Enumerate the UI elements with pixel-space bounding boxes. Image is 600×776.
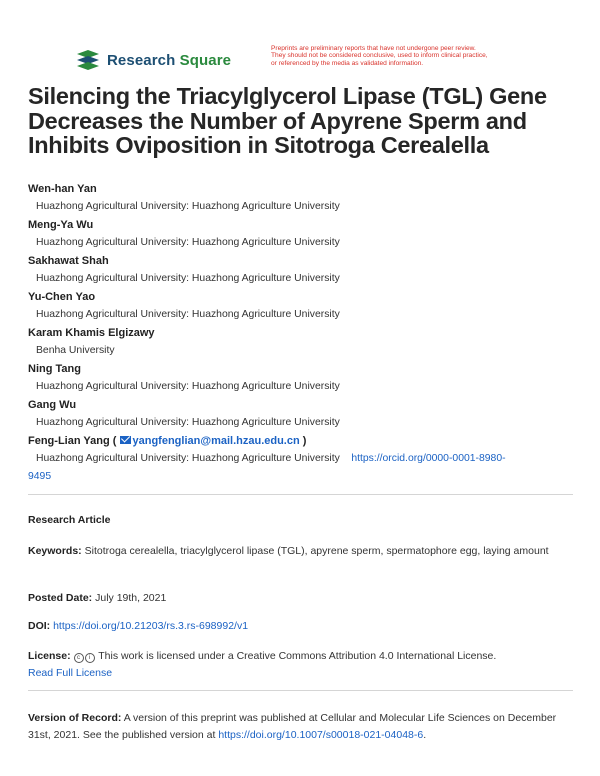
version-text: A version of this preprint was published at Cellular and Molecular Life Sciences on December 31st, 2021. See the published version at: [28, 712, 557, 741]
divider: [28, 494, 573, 495]
corresponding-author: [28, 432, 588, 486]
author-name: Sakhawat Shah: [28, 255, 109, 267]
author-entry: [28, 396, 588, 432]
author-name: Meng-Ya Wu: [28, 219, 94, 231]
version-doi-link[interactable]: https://doi.org/10.1007/s00018-021-04048-6: [218, 729, 424, 741]
license-label: License:: [28, 650, 71, 662]
creative-commons-icon: c: [74, 653, 84, 663]
doi-label: DOI:: [28, 620, 51, 632]
posted-date-value: July 19th, 2021: [95, 592, 167, 604]
version-end: .: [423, 729, 427, 741]
author-entry: [28, 252, 588, 288]
keywords: [28, 543, 573, 560]
author-list: [28, 180, 588, 486]
paper-title: Silencing the Triacylglycerol Lipase (TGL) Gene Decreases the Number of Apyrene Sperm and Inhibits Oviposition in Sitotroga Cerealella: [28, 83, 547, 158]
orcid-link[interactable]: https://orcid.org/0000-0001-8980-: [351, 453, 506, 464]
brand-name: Research Square: [107, 51, 232, 69]
author-name: Karam Khamis Elgizawy: [28, 327, 155, 339]
divider: [28, 690, 573, 691]
preprint-disclaimer: [271, 45, 551, 67]
email-open-paren: (: [112, 435, 117, 447]
author-affiliation: Huazhong Agricultural University: Huazhong Agriculture University: [36, 237, 340, 248]
envelope-icon: [120, 436, 131, 444]
author-entry: [28, 360, 588, 396]
license: [28, 648, 573, 682]
email-close-paren: ): [302, 435, 307, 447]
author-entry: [28, 288, 588, 324]
corresponding-affiliation: Huazhong Agricultural University: Huazhong Agriculture University: [36, 453, 340, 464]
author-name: [28, 432, 588, 450]
author-name: Wen-han Yan: [28, 183, 97, 195]
author-affiliation: Huazhong Agricultural University: Huazhong Agriculture University: [36, 417, 340, 428]
posted-date-label: Posted Date:: [28, 592, 93, 604]
author-affiliation: Huazhong Agricultural University: Huazhong Agriculture University: [36, 201, 340, 212]
posted-date: [28, 590, 573, 607]
disclaimer-line: or referenced by the media as validated information.: [271, 59, 424, 67]
author-name: Yu-Chen Yao: [28, 291, 96, 303]
keywords-label: Keywords:: [28, 545, 82, 557]
author-affiliation: Huazhong Agricultural University: Huazhong Agriculture University: [36, 309, 340, 320]
keywords-text: Sitotroga cerealella, triacylglycerol lipase (TGL), apyrene sperm, spermatophore egg, laying amount: [84, 545, 549, 557]
author-affiliation: Benha University: [36, 345, 115, 356]
header: [0, 0, 600, 80]
corresponding-author-name: Feng-Lian Yang: [28, 435, 110, 447]
disclaimer-line: Preprints are preliminary reports that have not undergone peer review.: [271, 45, 476, 52]
orcid-link-continued[interactable]: 9495: [28, 471, 52, 482]
author-affiliation: Huazhong Agricultural University: Huazhong Agriculture University: [36, 381, 340, 392]
doi: [28, 618, 573, 635]
author-affiliation: [28, 450, 588, 486]
corresponding-email-link[interactable]: yangfenglian@mail.hzau.edu.cn: [132, 435, 300, 447]
version-of-record: [28, 710, 573, 744]
attribution-icon: i: [85, 653, 95, 663]
article-type: Research Article: [28, 514, 111, 526]
author-name: Gang Wu: [28, 399, 77, 411]
author-affiliation: Huazhong Agricultural University: Huazhong Agriculture University: [36, 273, 340, 284]
disclaimer-line: They should not be considered conclusive, used to inform clinical practice,: [271, 52, 488, 60]
version-label: Version of Record:: [28, 712, 122, 724]
author-name: Ning Tang: [28, 363, 81, 375]
read-full-license-link[interactable]: Read Full License: [28, 667, 113, 679]
research-square-logo[interactable]: [75, 50, 231, 70]
doi-link[interactable]: https://doi.org/10.21203/rs.3.rs-698992/v1: [53, 620, 249, 632]
author-entry: [28, 180, 588, 216]
research-square-logo-icon: [75, 50, 101, 70]
author-entry: [28, 216, 588, 252]
license-text: This work is licensed under a Creative Commons Attribution 4.0 International License.: [98, 650, 497, 662]
author-entry: [28, 324, 588, 360]
